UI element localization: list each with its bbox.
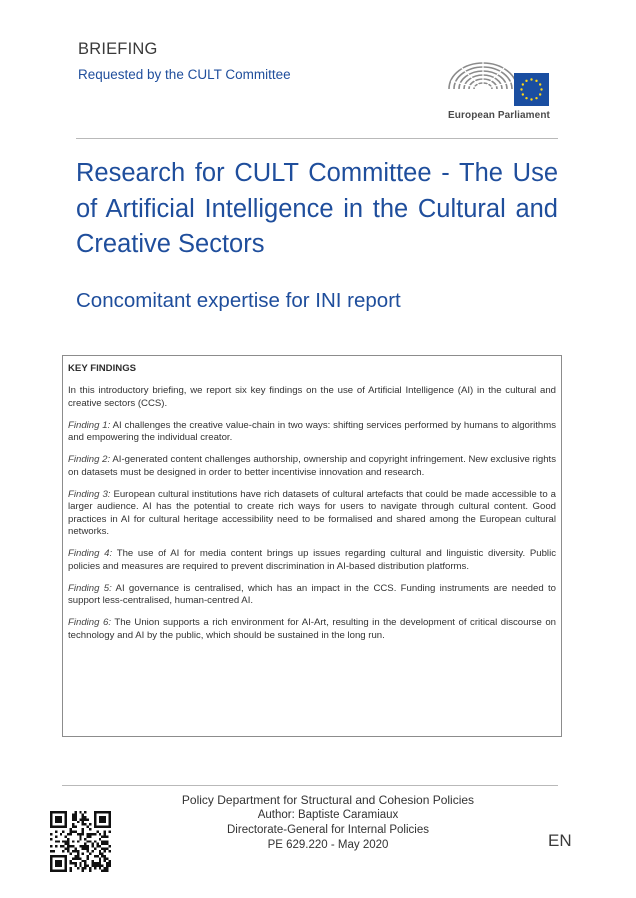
key-findings-heading: KEY FINDINGS <box>68 363 137 374</box>
finding-item <box>68 454 556 479</box>
finding-item <box>68 420 556 445</box>
footer-department: Policy Department for Structural and Cohesion Policies <box>181 793 475 807</box>
key-findings-intro: In this introductory briefing, we report six key findings on the use of Artificial Intelligence (AI) in the cultural and creative sectors (CCS). <box>68 385 556 409</box>
finding-item <box>68 548 556 573</box>
finding-item <box>68 617 556 642</box>
finding-item <box>68 583 556 608</box>
footer-reference: PE 629.220 - May 2020 <box>267 839 389 851</box>
page-title: Research for CULT Committee - The Use of Artificial Intelligence in the Cultural and Creative Sectors <box>76 159 558 258</box>
finding-text: The use of AI for media content brings up issues regarding cultural and linguistic diversity. Public policies and measures are required to prevent discrimination in AI-based distribution platforms. <box>68 548 556 572</box>
footer <box>62 793 594 853</box>
key-findings-box <box>62 355 562 737</box>
page-subtitle: Concomitant expertise for INI report <box>76 289 401 312</box>
finding-label: Finding 5: <box>68 582 112 594</box>
finding-label: Finding 2: <box>68 454 111 466</box>
finding-item <box>68 489 556 538</box>
footer-directorate: Directorate-General for Internal Policies <box>227 824 429 836</box>
finding-text: AI-generated content challenges authorship, ownership and copyright infringement. New exclusive rights on datasets must be designed in order to better incentivise innovation and research. <box>68 454 556 478</box>
finding-text: The Union supports a rich environment for AI-Art, resulting in the development of critical discourse on technology and AI by the public, which should be sustained in the long run. <box>68 617 556 641</box>
finding-text: European cultural institutions have rich datasets of cultural artefacts that could be made accessible to a larger audience. AI has the potential to create rich ways for users to navigate through cultural content. Good practices in AI for cultural heritage accessibility need to be formalised and shared among the European cultural networks. <box>68 489 556 537</box>
finding-label: Finding 1: <box>68 419 111 431</box>
finding-label: Finding 6: <box>68 617 111 629</box>
requested-by: Requested by the CULT Committee <box>78 67 291 82</box>
header-divider <box>76 138 558 139</box>
finding-label: Finding 3: <box>68 489 111 501</box>
finding-label: Finding 4: <box>68 548 113 560</box>
finding-text: AI challenges the creative value-chain in two ways: shifting services performed by humans to algorithms and empowering the individual creator. <box>68 419 556 444</box>
footer-author: Author: Baptiste Caramiaux <box>257 809 399 821</box>
logo-label: European Parliament <box>448 110 550 121</box>
finding-text: AI governance is centralised, which has an impact in the CCS. Funding instruments are needed to support less-centralised, human-centred AI. <box>68 582 556 607</box>
qr-code-icon <box>50 811 111 872</box>
language-code: EN <box>548 831 572 850</box>
document-type: BRIEFING <box>78 40 158 58</box>
footer-divider <box>62 785 558 786</box>
